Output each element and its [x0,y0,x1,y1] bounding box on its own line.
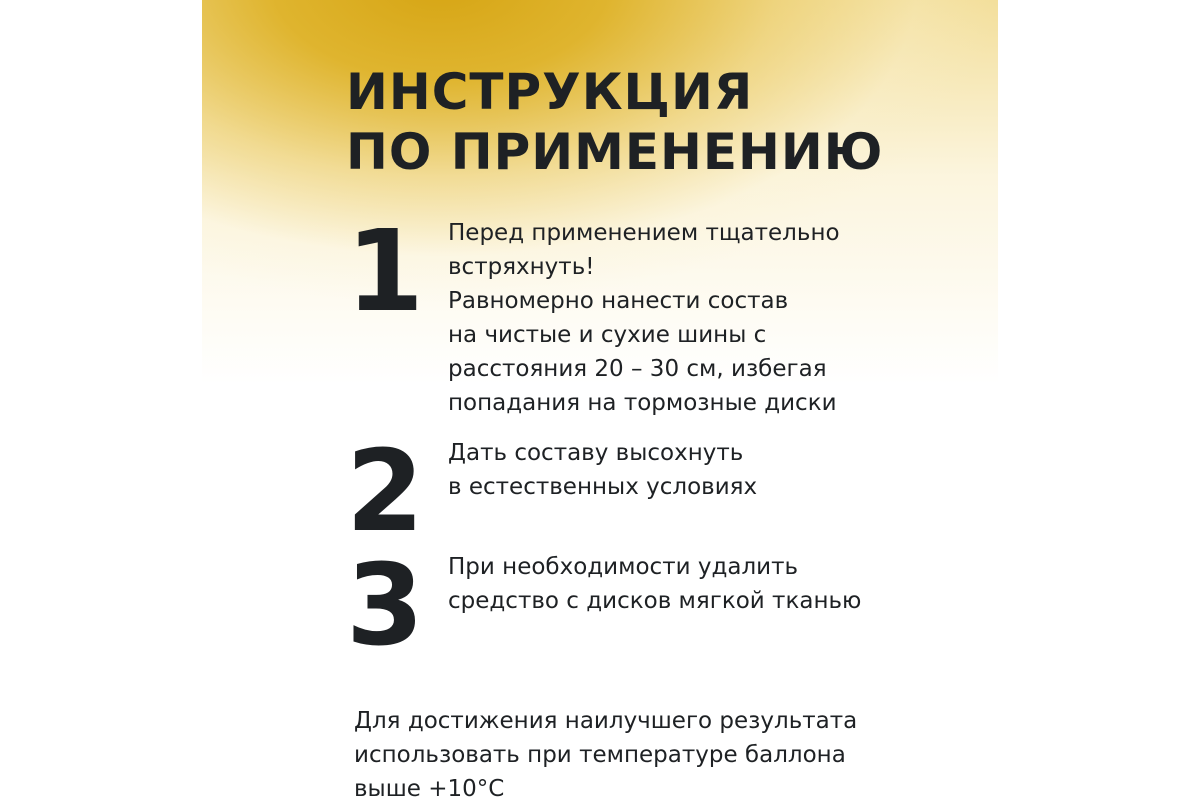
page-title [346,62,883,182]
step-2-text: Дать составу высохнуть в естественных условиях [448,440,758,500]
step-1-text: Перед применением тщательно встряхнуть! Равномерно нанести состав на чистые и сухие шины с расстояния 20 – 30 см, избегая попадания на тормозные диски [448,220,840,416]
step-3-number: 3 [346,541,424,671]
step-3-text: При необходимости удалить средство с дисков мягкой тканью [448,554,862,614]
page-title-line-2: ПО ПРИМЕНЕНИЮ [346,123,884,181]
step-2-number: 2 [346,427,424,557]
temperature-note: Для достижения наилучшего результата использовать при температуре баллона выше +10°С [354,708,858,800]
step-1-number: 1 [346,207,424,337]
page-title-line-1: ИНСТРУКЦИЯ [346,63,754,121]
